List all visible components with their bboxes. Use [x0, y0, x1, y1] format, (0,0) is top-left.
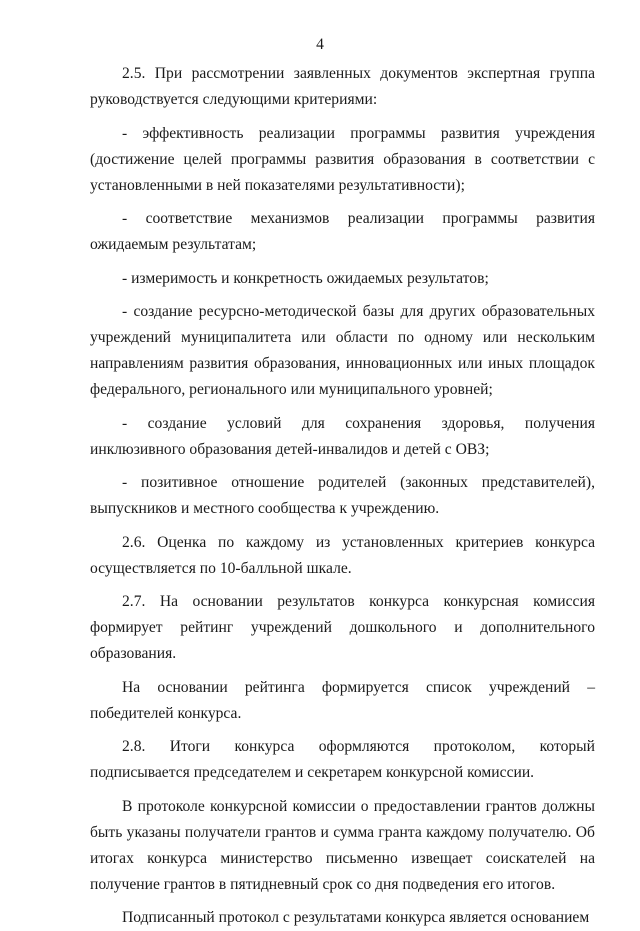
paragraph-protocol-grants: В протоколе конкурсной комиссии о предоставлении грантов должны быть указаны получатели грантов и сумма гранта каждому получателю. Об итогах конкурса министерство письменно извещает соискателей на получение грантов в пятидневный срок со дня подведения его итогов. [90, 797, 595, 893]
page-number: 4 [316, 36, 324, 53]
criterion-measurability: - измеримость и конкретность ожидаемых результатов; [122, 269, 489, 287]
paragraph-2-6: 2.6. Оценка по каждому из установленных критериев конкурса осуществляется по 10-балльной шкале. [90, 533, 595, 577]
paragraph-2-8: 2.8. Итоги конкурса оформляются протоколом, который подписывается председателем и секретарем конкурсной комиссии. [90, 738, 595, 781]
criterion-resource-base: - создание ресурсно-методической базы для других образовательных учреждений муниципалитета или области по одному или нескольким направлениям развития образования, инновационных или иных площадок федерального, регионального или муниципального уровней; [90, 303, 595, 398]
paragraph-2-5: 2.5. При рассмотрении заявленных документов экспертная группа руководствуется следующими критериями: [90, 65, 595, 108]
criterion-attitude: - позитивное отношение родителей (законных представителей), выпускников и местного сообщества к учреждению. [90, 474, 595, 517]
paragraph-2-7: 2.7. На основании результатов конкурса конкурсная комиссия формирует рейтинг учреждений дошкольного и дополнительного образования. [90, 593, 595, 662]
criterion-health-conditions: - создание условий для сохранения здоровья, получения инклюзивного образования детей-инвалидов и детей с ОВЗ; [90, 414, 595, 458]
criterion-effectiveness: - эффективность реализации программы развития учреждения (достижение целей программы развития образования в соответствии с установленными в ней показателями результативности); [90, 124, 595, 194]
criterion-mechanisms: - соответствие механизмов реализации программы развития ожидаемым результатам; [90, 210, 595, 253]
document-body [90, 61, 595, 931]
paragraph-winners-list: На основании рейтинга формируется список учреждений – победителей конкурса. [90, 678, 595, 722]
paragraph-signed-protocol: Подписанный протокол с результатами конкурса является основанием [122, 909, 590, 926]
